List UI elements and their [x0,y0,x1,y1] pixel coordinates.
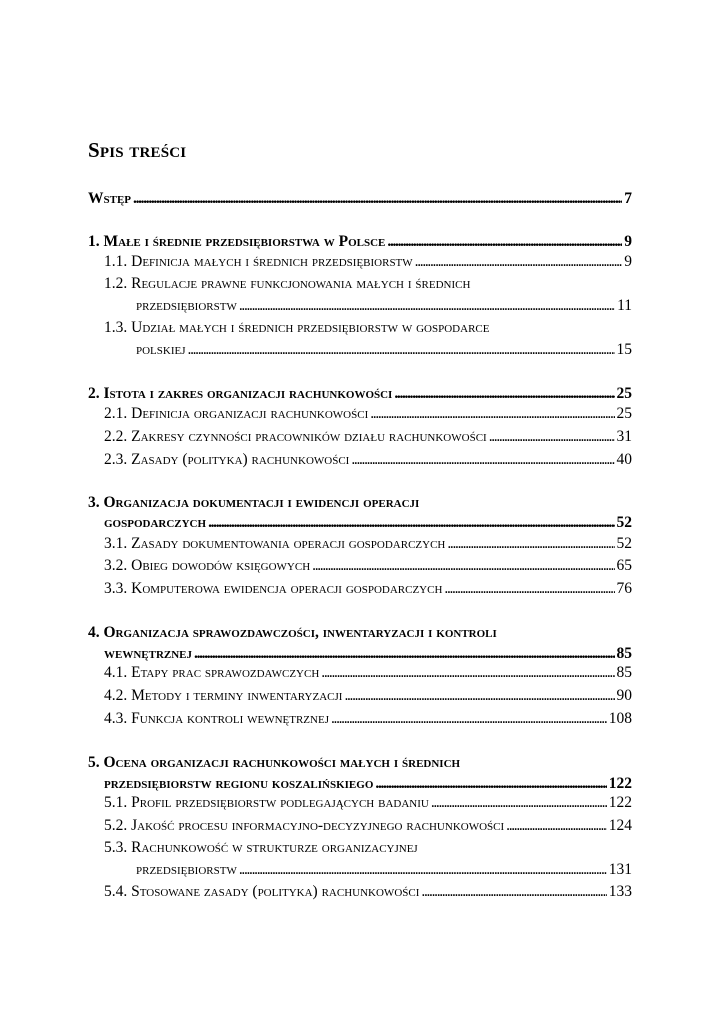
page-title: Spis treści [88,138,187,162]
dot-leader [387,231,622,253]
toc-entry-label: 5. Ocena organizacji rachunkowości małych i średnich [88,754,461,771]
toc-entry[interactable] [104,403,632,425]
toc-entry[interactable] [104,533,632,555]
dot-leader [133,188,622,210]
toc-entry-page: 133 [608,883,632,900]
toc-entry-page: 15 [616,341,632,358]
toc-entry-page: 108 [608,710,632,727]
toc-entry-label: 3.1. Zasady dokumentowania operacji gospodarczych [104,535,446,552]
toc-entry-page: 25 [616,385,632,402]
toc-entry-page: 90 [616,687,632,704]
toc-entry-label: 3. Organizacja dokumentacji i ewidencji operacji [88,494,420,511]
dot-leader [431,792,607,814]
toc-entry-label: polskiej [136,341,186,358]
dot-leader [415,251,623,273]
toc-entry-label: gospodarczych [104,514,207,531]
toc-entry-label: 2.2. Zakresy czynności pracowników działu rachunkowości [104,428,487,445]
toc-entry-label: 2. Istota i zakres organizacji rachunkowości [88,385,393,402]
toc-entry-page: 9 [624,253,632,270]
toc-entry-label: 4.2. Metody i terminy inwentaryzacji [104,687,343,704]
toc-entry-page: 122 [608,775,632,792]
toc-entry-page: 131 [608,861,632,878]
toc-entry-label: 1. Małe i średnie przedsiębiorstwa w Polsce [88,233,386,250]
dot-leader [447,533,614,555]
toc-entry-page: 52 [616,514,632,531]
toc-entry[interactable] [104,449,632,471]
dot-leader [394,383,614,405]
toc-entry-continuation[interactable] [136,295,632,317]
toc-entry-page: 65 [616,557,632,574]
toc-entry-page: 25 [616,405,632,422]
toc-chapter-heading[interactable] [88,622,632,644]
toc-entry-label: przedsiębiorstw [136,861,237,878]
toc-entry-label: 5.1. Profil przedsiębiorstw podlegających badaniu [104,794,429,811]
dot-leader [421,881,606,903]
dot-leader [321,662,614,684]
toc-entry[interactable] [104,426,632,448]
dot-leader [208,512,614,534]
dot-leader [489,426,615,448]
toc-entry-label: 3.3. Komputerowa ewidencja operacji gospodarczych [104,580,443,597]
toc-entry-continuation[interactable] [136,339,632,361]
toc-entry-page: 52 [616,535,632,552]
toc-entry[interactable] [104,273,632,295]
toc-entry-page: 122 [608,794,632,811]
toc-entry-label: 3.2. Obieg dowodów księgowych [104,557,311,574]
toc-entry[interactable] [104,837,632,859]
toc-entry[interactable] [104,792,632,814]
toc-entry-label: 2.1. Definicja organizacji rachunkowości [104,405,369,422]
dot-leader [351,449,614,471]
toc-entry-page: 76 [616,580,632,597]
dot-leader [239,295,615,317]
toc-entry[interactable] [104,662,632,684]
toc-entry-page: 11 [617,297,632,314]
toc-entry-label: 2.3. Zasady (polityka) rachunkowości [104,451,350,468]
dot-leader [188,339,615,361]
toc-entry-label: 4.1. Etapy prac sprawozdawczych [104,664,320,681]
toc-entry-label: 5.2. Jakość procesu informacyjno-decyzyjnego rachunkowości [104,817,505,834]
toc-entry[interactable] [104,317,632,339]
toc-entry-label: 1.3. Udział małych i średnich przedsiębiorstw w gospodarce [104,319,490,336]
dot-leader [312,555,614,577]
toc-entry-label: 1.2. Regulacje prawne funkcjonowania małych i średnich [104,275,471,292]
toc-entry-page: 85 [616,645,632,662]
toc-entry-continuation[interactable] [136,859,632,881]
dot-leader [239,859,607,881]
toc-chapter-heading-continuation[interactable] [104,512,632,534]
toc-entry-page: 124 [608,817,632,834]
dot-leader [506,815,607,837]
toc-entry-page: 31 [616,428,632,445]
toc-entry[interactable] [104,251,632,273]
toc-entry-label: wewnętrznej [104,645,193,662]
toc-entry[interactable] [104,708,632,730]
toc-entry-label: przedsiębiorstw regionu koszalińskiego [104,775,374,792]
toc-entry[interactable] [104,815,632,837]
toc-chapter-heading[interactable] [88,231,632,253]
toc-chapter-heading[interactable] [88,492,632,514]
toc-entry[interactable] [104,578,632,600]
toc-entry-label: 5.4. Stosowane zasady (polityka) rachunkowości [104,883,420,900]
toc-entry-page: 85 [616,664,632,681]
dot-leader [444,578,614,600]
toc-entry-label: Wstęp [88,190,132,207]
dot-leader [331,708,607,730]
toc-entry-intro[interactable] [88,188,632,210]
toc-entry[interactable] [104,555,632,577]
toc-entry-label: 4.3. Funkcja kontroli wewnętrznej [104,710,329,727]
toc-entry-label: przedsiębiorstw [136,297,237,314]
dot-leader [344,685,614,707]
toc-entry-label: 4. Organizacja sprawozdawczości, inwentaryzacji i kontroli [88,624,497,641]
toc-chapter-heading[interactable] [88,383,632,405]
toc-entry[interactable] [104,881,632,903]
toc-chapter-heading[interactable] [88,752,632,774]
toc-entry[interactable] [104,685,632,707]
toc-entry-page: 40 [616,451,632,468]
dot-leader [370,403,614,425]
toc-entry-page: 9 [624,233,632,250]
toc-entry-page: 7 [624,190,632,207]
toc-entry-label: 5.3. Rachunkowość w strukturze organizacyjnej [104,839,418,856]
toc-entry-label: 1.1. Definicja małych i średnich przedsiębiorstw [104,253,413,270]
